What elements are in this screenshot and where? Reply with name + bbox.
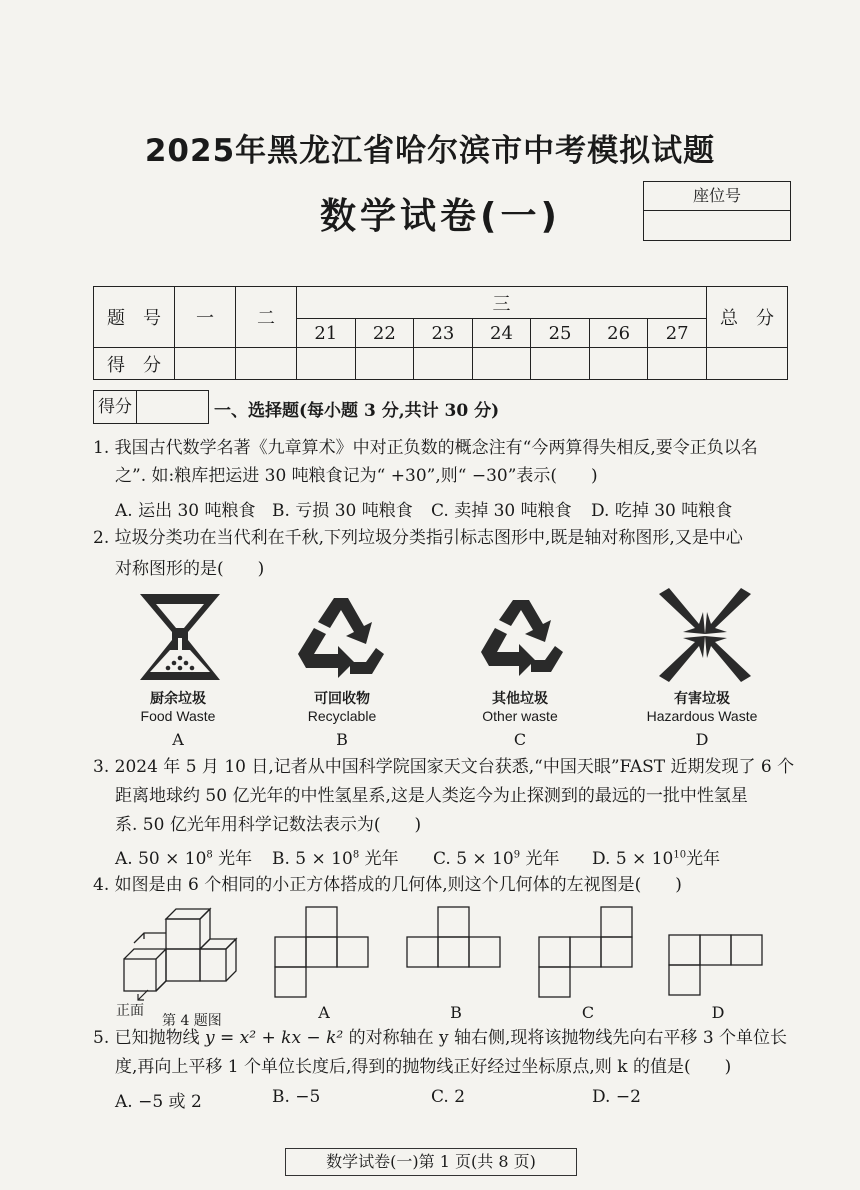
- q2-option-d[interactable]: D: [695, 730, 709, 749]
- col-part-three: 三: [297, 287, 707, 319]
- arrow-icon: [136, 988, 150, 1002]
- q3-option-a[interactable]: [115, 844, 252, 869]
- q1-line1: 1. 我国古代数学名著《九章算术》中对正负数的概念注有“今两算得失相反,要令正负以名: [93, 438, 758, 458]
- score-cell[interactable]: [707, 348, 788, 380]
- q1-option-a[interactable]: A. 运出 30 吨粮食: [115, 501, 256, 521]
- col-part-two: 二: [236, 287, 297, 348]
- view-option-c[interactable]: [538, 905, 638, 1001]
- col-total: 总 分: [707, 287, 788, 348]
- q3-line2: 距离地球约 50 亿光年的中性氢星系,这是人类迄今为止探测到的最远的一批中性氢星: [115, 786, 748, 806]
- option-text: A. 50 × 10: [115, 849, 207, 869]
- q5-option-c[interactable]: C. 2: [431, 1087, 466, 1107]
- score-cell[interactable]: [236, 348, 297, 380]
- q2-option-a[interactable]: A: [172, 730, 184, 749]
- col-q24: 24: [472, 319, 531, 348]
- col-q22: 22: [355, 319, 414, 348]
- q1-option-c[interactable]: C. 卖掉 30 吨粮食: [431, 501, 572, 521]
- q1-option-b[interactable]: B. 亏损 30 吨粮食: [272, 501, 413, 521]
- icon-en-label: Hazardous Waste: [646, 708, 758, 724]
- figure-caption: 第 4 题图: [162, 1013, 222, 1029]
- icon-cn-label: 其他垃圾: [492, 690, 548, 706]
- q4-option-d-label: D: [711, 1003, 725, 1022]
- icon-cn-label: 有害垃圾: [674, 690, 730, 706]
- col-part-one: 一: [175, 287, 236, 348]
- q4-option-b-label: B: [450, 1003, 462, 1022]
- row-label-score: 得 分: [94, 348, 175, 380]
- recycle-icon: [473, 592, 571, 682]
- q5-text: 的对称轴在 y 轴右侧,现将该抛物线先向右平移 3 个单位长: [343, 1028, 788, 1048]
- score-cell[interactable]: [648, 348, 707, 380]
- section-score-box: [93, 390, 209, 424]
- option-exponent: 9: [513, 849, 521, 861]
- icon-cn-label: 厨余垃圾: [150, 690, 206, 706]
- icon-caption-d: [622, 688, 782, 724]
- icon-caption-a: [98, 688, 258, 724]
- view-option-d[interactable]: [668, 933, 768, 999]
- score-table: [93, 286, 788, 380]
- q3-option-b[interactable]: [272, 844, 399, 869]
- score-cell[interactable]: [531, 348, 590, 380]
- icon-en-label: Recyclable: [307, 708, 377, 724]
- q3-line1: 3. 2024 年 5 月 10 日,记者从中国科学院国家天文台获悉,“中国天眼”FAST 近期发现了 6 个: [93, 757, 795, 777]
- q5-option-a[interactable]: A. −5 或 2: [115, 1092, 202, 1112]
- q5-line2: 度,再向上平移 1 个单位长度后,得到的抛物线正好经过坐标原点,则 k 的值是( ): [115, 1057, 732, 1077]
- q5-option-b[interactable]: B. −5: [272, 1087, 321, 1107]
- score-cell[interactable]: [297, 348, 356, 380]
- q3-option-d[interactable]: [592, 844, 720, 869]
- q3-line3: 系. 50 亿光年用科学记数法表示为( ): [115, 815, 422, 835]
- view-option-a[interactable]: [274, 905, 374, 1001]
- exam-title: 2025年黑龙江省哈尔滨市中考模拟试题: [144, 133, 716, 169]
- option-text: D. 5 × 10: [592, 849, 674, 869]
- score-cell[interactable]: [414, 348, 473, 380]
- row-label-question: 题 号: [94, 287, 175, 348]
- q1-line2: 之”. 如:粮库把运进 30 吨粮食记为“ +30”,则“ −30”表示( ): [115, 466, 598, 486]
- page-footer: 数学试卷(一)第 1 页(共 8 页): [285, 1148, 577, 1176]
- option-unit: 光年: [686, 849, 721, 869]
- icon-caption-b: [262, 688, 422, 724]
- q5-formula: y = x² + kx − k²: [205, 1028, 344, 1048]
- recycle-icon: [292, 592, 390, 682]
- q2-option-b[interactable]: B: [336, 730, 348, 749]
- view-option-b[interactable]: [406, 905, 506, 971]
- col-q23: 23: [414, 319, 473, 348]
- q2-line1: 2. 垃圾分类功在当代利在千秋,下列垃圾分类指引标志图形中,既是轴对称图形,又是中心: [93, 528, 743, 548]
- col-q25: 25: [531, 319, 590, 348]
- col-q27: 27: [648, 319, 707, 348]
- col-q26: 26: [589, 319, 648, 348]
- seat-number-box: [643, 181, 791, 241]
- score-cell[interactable]: [472, 348, 531, 380]
- q4-line1: 4. 如图是由 6 个相同的小正方体搭成的几何体,则这个几何体的左视图是( ): [93, 875, 682, 895]
- option-text: B. 5 × 10: [272, 849, 353, 869]
- option-unit: 光年: [212, 849, 253, 869]
- q2-option-c[interactable]: C: [513, 730, 527, 749]
- icon-en-label: Other waste: [482, 708, 558, 724]
- icon-caption-c: [440, 688, 600, 724]
- q5-option-d[interactable]: D. −2: [592, 1087, 641, 1107]
- icon-cn-label: 可回收物: [314, 690, 370, 706]
- option-text: C. 5 × 10: [433, 849, 514, 869]
- seat-number-label: 座位号: [644, 182, 790, 211]
- section-score-label: 得分: [94, 391, 137, 423]
- hourglass-icon: [132, 592, 228, 682]
- option-unit: 光年: [359, 849, 399, 869]
- inward-arrows-icon: [655, 588, 755, 682]
- col-q21: 21: [297, 319, 356, 348]
- score-cell[interactable]: [589, 348, 648, 380]
- q4-option-a-label: A: [318, 1003, 330, 1022]
- q5-text: 5. 已知抛物线: [93, 1028, 206, 1048]
- q1-option-d[interactable]: D. 吃掉 30 吨粮食: [591, 501, 733, 521]
- option-exponent: 8: [352, 849, 360, 861]
- q4-option-c-label: C: [581, 1003, 595, 1022]
- front-label: 正面: [116, 1003, 144, 1019]
- q5-line1: [93, 1027, 793, 1049]
- option-exponent: 10: [673, 849, 687, 861]
- q3-option-c[interactable]: [433, 844, 560, 869]
- score-cell[interactable]: [175, 348, 236, 380]
- score-cell[interactable]: [355, 348, 414, 380]
- icon-en-label: Food Waste: [140, 708, 216, 724]
- seat-number-field[interactable]: [644, 211, 790, 239]
- option-unit: 光年: [520, 849, 560, 869]
- paper-subtitle: 数学试卷(一): [320, 196, 561, 237]
- option-exponent: 8: [206, 849, 213, 861]
- q2-line2: 对称图形的是( ): [115, 559, 265, 579]
- section-heading: 一、选择题(每小题 3 分,共计 30 分): [214, 401, 500, 421]
